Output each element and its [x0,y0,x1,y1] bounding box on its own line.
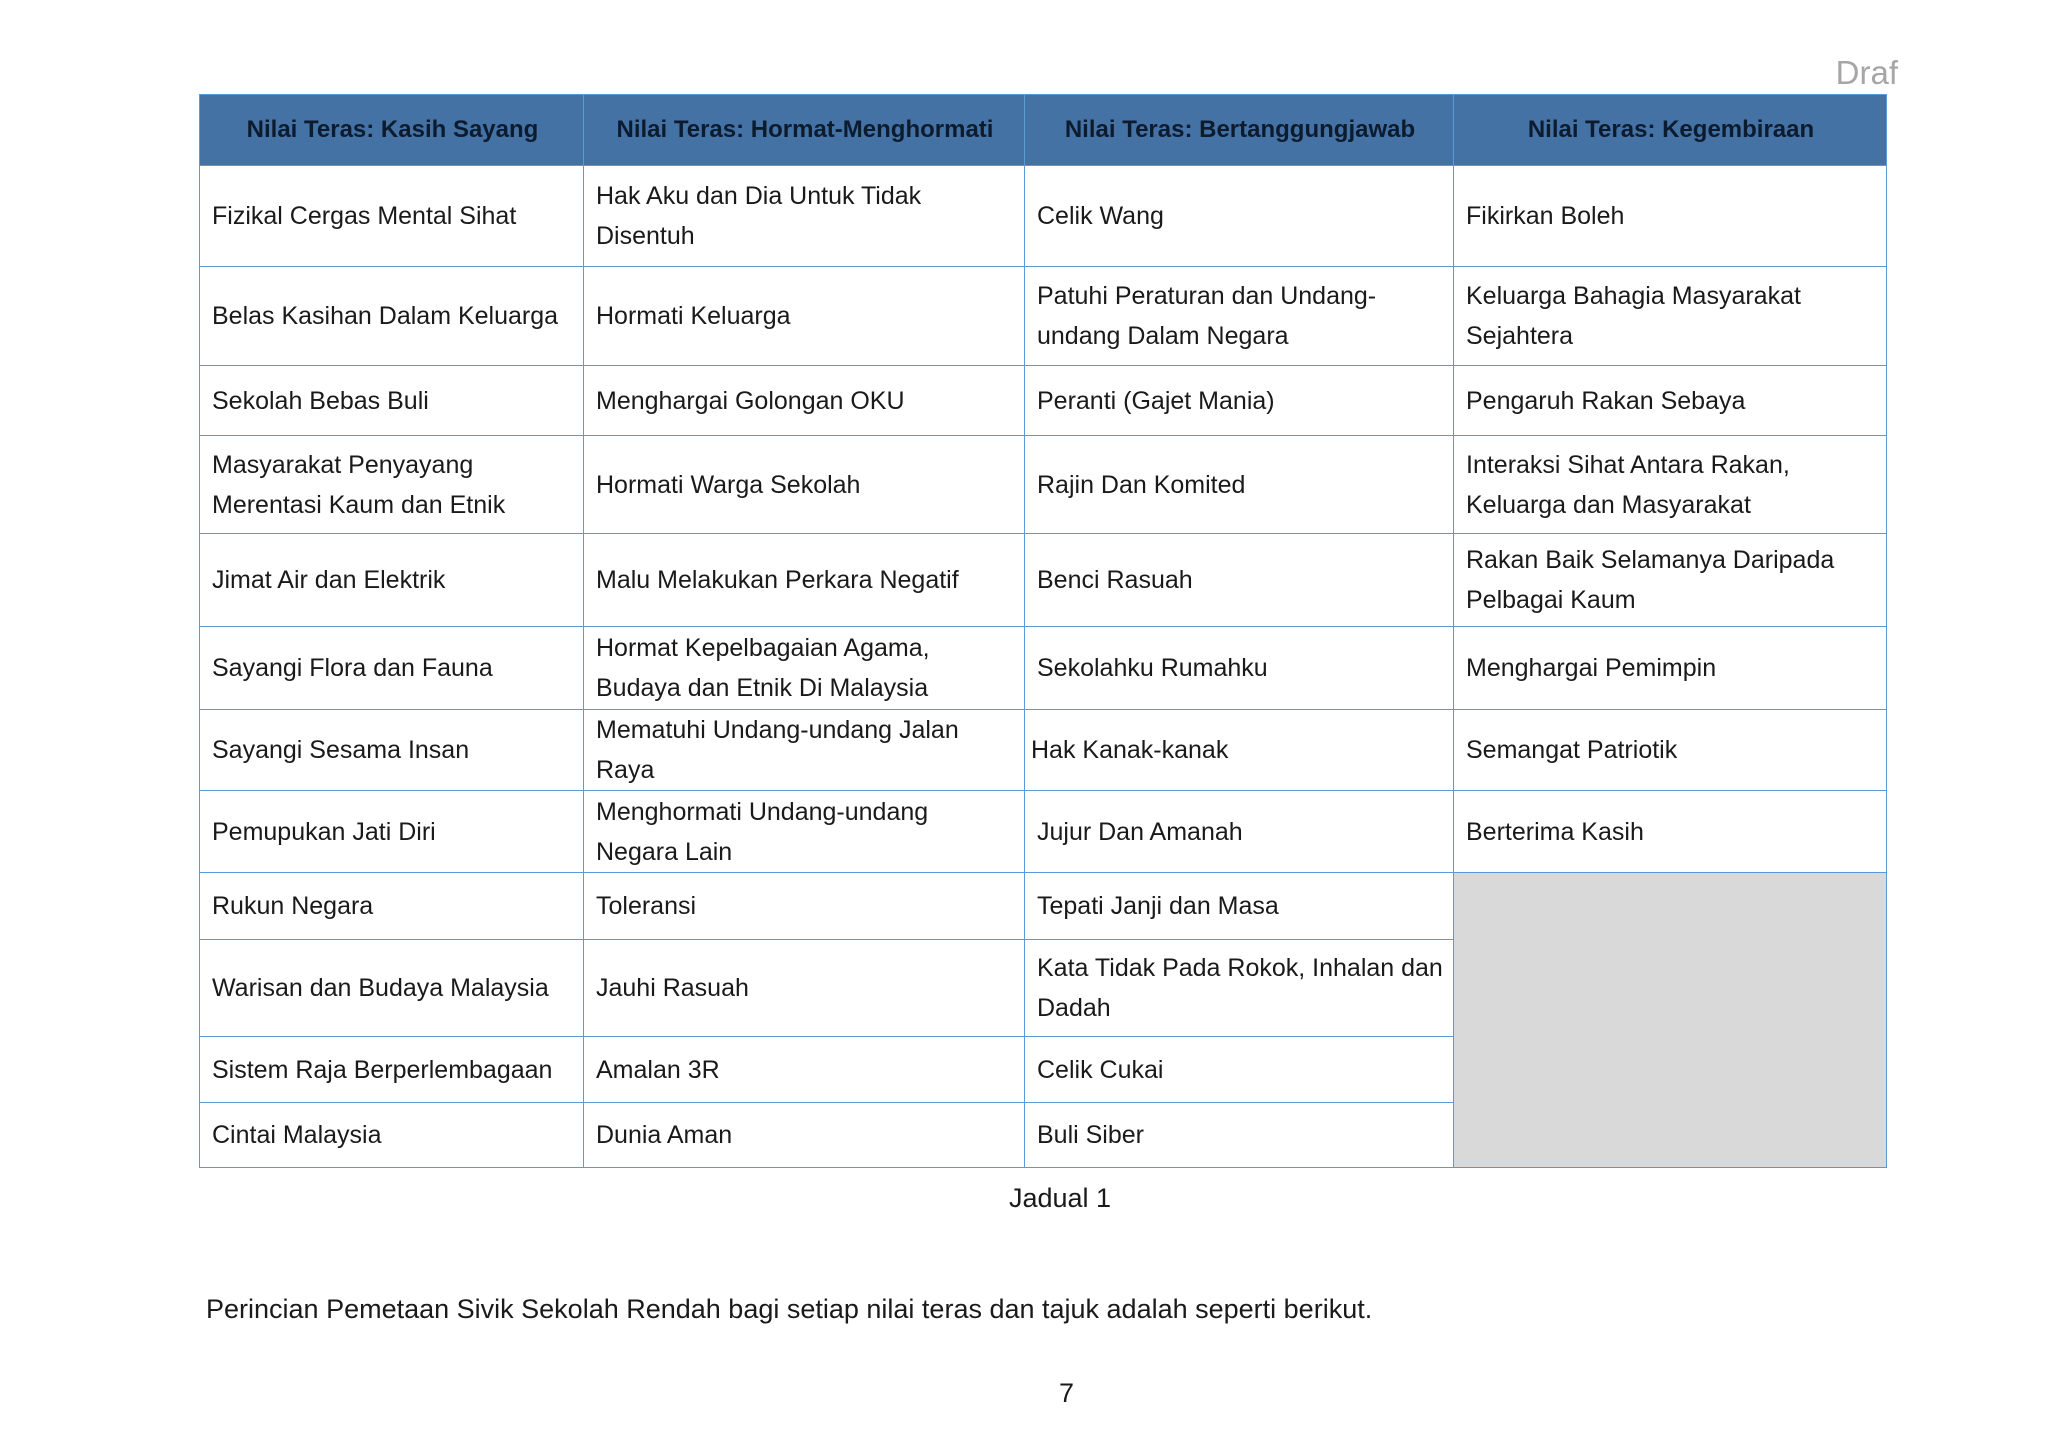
table-cell: Fikirkan Boleh [1454,166,1887,267]
table-cell: Pengaruh Rakan Sebaya [1454,366,1887,436]
table-cell: Warisan dan Budaya Malaysia [200,940,584,1037]
table-cell: Menghormati Undang-undang Negara Lain [584,791,1025,873]
table-cell: Hak Kanak-kanak [1025,710,1454,791]
empty-merged-cell [1454,873,1887,1168]
table-cell: Rakan Baik Selamanya Daripada Pelbagai Kaum [1454,534,1887,627]
table-cell: Jujur Dan Amanah [1025,791,1454,873]
table-cell: Jimat Air dan Elektrik [200,534,584,627]
table-cell: Berterima Kasih [1454,791,1887,873]
table-row [200,166,1887,267]
table-cell: Rajin Dan Komited [1025,436,1454,534]
table-cell: Sayangi Sesama Insan [200,710,584,791]
table-header-row [200,95,1887,166]
column-header-kegembiraan: Nilai Teras: Kegembiraan [1454,95,1887,166]
table-cell: Belas Kasihan Dalam Keluarga [200,267,584,366]
table-cell: Amalan 3R [584,1037,1025,1103]
table-row [200,627,1887,710]
table-cell: Sekolahku Rumahku [1025,627,1454,710]
table-cell: Celik Wang [1025,166,1454,267]
table-cell: Celik Cukai [1025,1037,1454,1103]
table-row [200,436,1887,534]
table-row [200,873,1887,940]
table-row [200,534,1887,627]
table-cell: Sistem Raja Berperlembagaan [200,1037,584,1103]
table-cell: Benci Rasuah [1025,534,1454,627]
table-cell: Hak Aku dan Dia Untuk Tidak Disentuh [584,166,1025,267]
table-cell: Menghargai Golongan OKU [584,366,1025,436]
column-header-bertanggungjawab: Nilai Teras: Bertanggungjawab [1025,95,1454,166]
table-cell: Malu Melakukan Perkara Negatif [584,534,1025,627]
column-header-kasih-sayang: Nilai Teras: Kasih Sayang [200,95,584,166]
table-cell: Hormati Keluarga [584,267,1025,366]
table-cell: Sekolah Bebas Buli [200,366,584,436]
table-cell: Jauhi Rasuah [584,940,1025,1037]
table-row [200,791,1887,873]
table-row [200,710,1887,791]
table-cell: Patuhi Peraturan dan Undang-undang Dalam Negara [1025,267,1454,366]
table-cell: Dunia Aman [584,1103,1025,1168]
column-header-hormat-menghormati: Nilai Teras: Hormat-Menghormati [584,95,1025,166]
table-cell: Rukun Negara [200,873,584,940]
table-caption: Jadual 1 [1008,1183,1112,1213]
table-cell: Cintai Malaysia [200,1103,584,1168]
core-values-table [199,94,1887,1168]
table-cell: Hormati Warga Sekolah [584,436,1025,534]
table-cell: Hormat Kepelbagaian Agama, Budaya dan Etnik Di Malaysia [584,627,1025,710]
table-cell: Menghargai Pemimpin [1454,627,1887,710]
table-cell: Peranti (Gajet Mania) [1025,366,1454,436]
body-paragraph: Perincian Pemetaan Sivik Sekolah Rendah bagi setiap nilai teras dan tajuk adalah seperti berikut. [206,1294,1373,1324]
table-cell: Toleransi [584,873,1025,940]
table-cell: Pemupukan Jati Diri [200,791,584,873]
table-cell: Sayangi Flora dan Fauna [200,627,584,710]
table-row [200,267,1887,366]
table-row [200,366,1887,436]
table-cell: Keluarga Bahagia Masyarakat Sejahtera [1454,267,1887,366]
table-cell: Buli Siber [1025,1103,1454,1168]
table-cell: Interaksi Sihat Antara Rakan, Keluarga dan Masyarakat [1454,436,1887,534]
table-cell: Mematuhi Undang-undang Jalan Raya [584,710,1025,791]
table-cell: Masyarakat Penyayang Merentasi Kaum dan Etnik [200,436,584,534]
page-number: 7 [1058,1378,1075,1408]
table-cell: Tepati Janji dan Masa [1025,873,1454,940]
table-cell: Kata Tidak Pada Rokok, Inhalan dan Dadah [1025,940,1454,1037]
table-cell: Semangat Patriotik [1454,710,1887,791]
table-cell: Fizikal Cergas Mental Sihat [200,166,584,267]
draft-watermark: Draf [1835,54,1898,91]
